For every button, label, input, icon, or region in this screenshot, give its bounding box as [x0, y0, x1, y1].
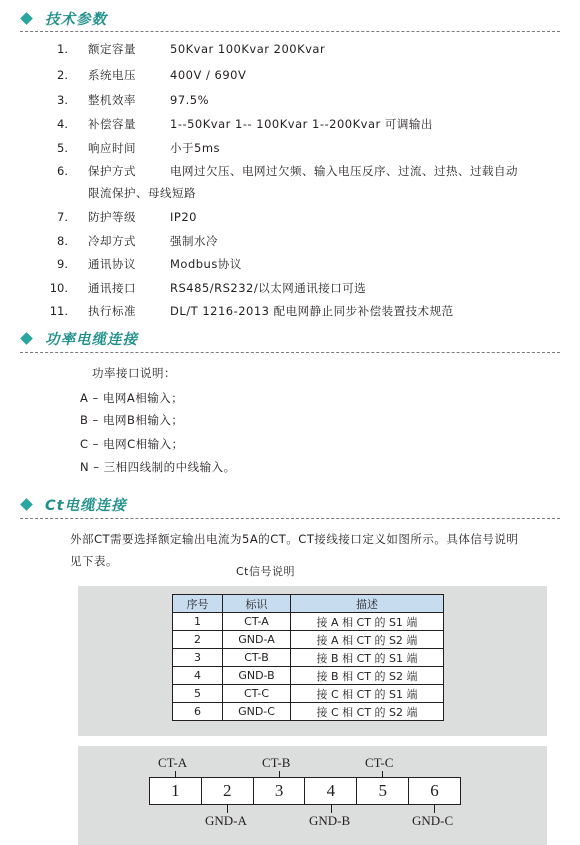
table-row [173, 631, 444, 649]
ct-description-line1: 外部CT需要选择额定输出电流为5A的CT。CT接线接口定义如图所示。具体信号说明 [70, 532, 519, 546]
spec-value-continued: 限流保护、母线短路 [88, 186, 196, 200]
table-caption: Ct信号说明 [236, 565, 295, 578]
spec-label: 保护方式 [88, 164, 136, 178]
spec-value: 1--50Kvar 1-- 100Kvar 1--200Kvar 可调输出 [170, 117, 433, 131]
terminal-4: 4 [305, 778, 357, 804]
spec-label: 执行标准 [88, 304, 136, 318]
table-cell: 接 C 相 CT 的 S1 端 [291, 685, 444, 703]
spec-number: 10. [49, 281, 68, 295]
label-gnd-a: GND-A [205, 813, 247, 828]
spec-value: 400V / 690V [170, 68, 247, 82]
ct-description-line2: 见下表。 [70, 554, 118, 568]
spec-number: 5. [57, 141, 68, 155]
section-title: 功率电缆连接 [45, 331, 138, 348]
table-cell: 3 [173, 649, 223, 667]
spec-label: 防护等级 [88, 210, 136, 224]
table-cell: CT-A [223, 613, 291, 631]
spec-label: 补偿容量 [88, 117, 136, 131]
label-gnd-c: GND-C [412, 813, 454, 828]
terminal-6: 6 [430, 781, 439, 800]
table-cell: CT-B [223, 649, 291, 667]
ct-terminal-diagram [78, 746, 547, 845]
diamond-bullet-icon [20, 12, 33, 25]
spec-value: DL/T 1216-2013 配电网静止同步补偿装置技术规范 [170, 304, 454, 318]
table-cell: 6 [173, 703, 223, 721]
divider [20, 518, 560, 519]
power-line-b: B – 电网B相输入； [80, 413, 184, 427]
power-line-a: A – 电网A相输入； [80, 391, 184, 405]
column-header: 标识 [223, 595, 291, 613]
column-header: 序号 [173, 595, 223, 613]
table-row [173, 703, 444, 721]
terminal-1: 1 [150, 778, 202, 804]
table-row [173, 613, 444, 631]
table-row [173, 649, 444, 667]
table-cell: 4 [173, 667, 223, 685]
power-line-c: C – 电网C相输入； [80, 437, 184, 451]
spec-label: 通讯接口 [88, 281, 136, 295]
table-header-row [173, 595, 444, 613]
terminal-2: 2 [202, 778, 254, 804]
section-title: 技术参数 [45, 11, 107, 28]
power-line-n: N – 三相四线制的中线输入。 [80, 460, 236, 474]
table-row [173, 667, 444, 685]
spec-number: 7. [57, 210, 68, 224]
spec-value: 小于5ms [170, 141, 221, 155]
section-header-tech [22, 6, 107, 30]
table-cell: 2 [173, 631, 223, 649]
label-ct-b: CT-B [262, 755, 291, 770]
diamond-bullet-icon [20, 498, 33, 511]
spec-value: RS485/RS232/以太网通讯接口可选 [170, 281, 367, 295]
table-cell: 接 C 相 CT 的 S2 端 [291, 703, 444, 721]
spec-number: 11. [49, 304, 68, 318]
power-intro: 功率接口说明： [92, 366, 176, 380]
label-ct-a: CT-A [158, 755, 188, 770]
spec-label: 整机效率 [88, 93, 136, 107]
spec-number: 3. [57, 93, 68, 107]
table-cell: GND-C [223, 703, 291, 721]
terminal-5: 5 [357, 778, 409, 804]
spec-label: 响应时间 [88, 141, 136, 155]
spec-value: 强制水冷 [170, 234, 218, 248]
spec-label: 额定容量 [88, 42, 136, 56]
table-cell: 接 A 相 CT 的 S2 端 [291, 631, 444, 649]
table-cell: GND-B [223, 667, 291, 685]
table-cell: 接 B 相 CT 的 S1 端 [291, 649, 444, 667]
spec-value: 50Kvar 100Kvar 200Kvar [170, 42, 326, 56]
spec-number: 9. [57, 257, 68, 271]
table-cell: CT-C [223, 685, 291, 703]
connector-line [434, 805, 435, 813]
spec-number: 8. [57, 234, 68, 248]
spec-value: IP20 [170, 210, 197, 224]
table-cell: 接 A 相 CT 的 S1 端 [291, 613, 444, 631]
connector-line [227, 805, 228, 813]
spec-value: 电网过欠压、电网过欠频、输入电压反序、过流、过热、过载自动 [170, 164, 518, 178]
connector-line [331, 805, 332, 813]
spec-label: 通讯协议 [88, 257, 136, 271]
ct-signal-table [172, 594, 444, 721]
divider [20, 352, 560, 353]
column-header: 描述 [291, 595, 444, 613]
spec-number: 1. [57, 42, 68, 56]
section-header-ct [22, 492, 127, 516]
section-header-power [22, 326, 138, 350]
diamond-bullet-icon [20, 332, 33, 345]
section-title: Ct电缆连接 [45, 497, 127, 514]
label-ct-c: CT-C [365, 755, 394, 770]
table-cell: GND-A [223, 631, 291, 649]
divider [20, 31, 560, 32]
terminal-3: 3 [254, 778, 306, 804]
spec-value: 97.5% [170, 93, 210, 107]
spec-number: 4. [57, 117, 68, 131]
spec-number: 6. [57, 164, 68, 178]
label-gnd-b: GND-B [309, 813, 351, 828]
table-cell: 接 B 相 CT 的 S2 端 [291, 667, 444, 685]
spec-value: Modbus协议 [170, 257, 242, 271]
spec-label: 冷却方式 [88, 234, 136, 248]
spec-number: 2. [57, 68, 68, 82]
spec-label: 系统电压 [88, 68, 136, 82]
table-cell: 1 [173, 613, 223, 631]
terminal-block [149, 777, 461, 805]
table-cell: 5 [173, 685, 223, 703]
table-row [173, 685, 444, 703]
